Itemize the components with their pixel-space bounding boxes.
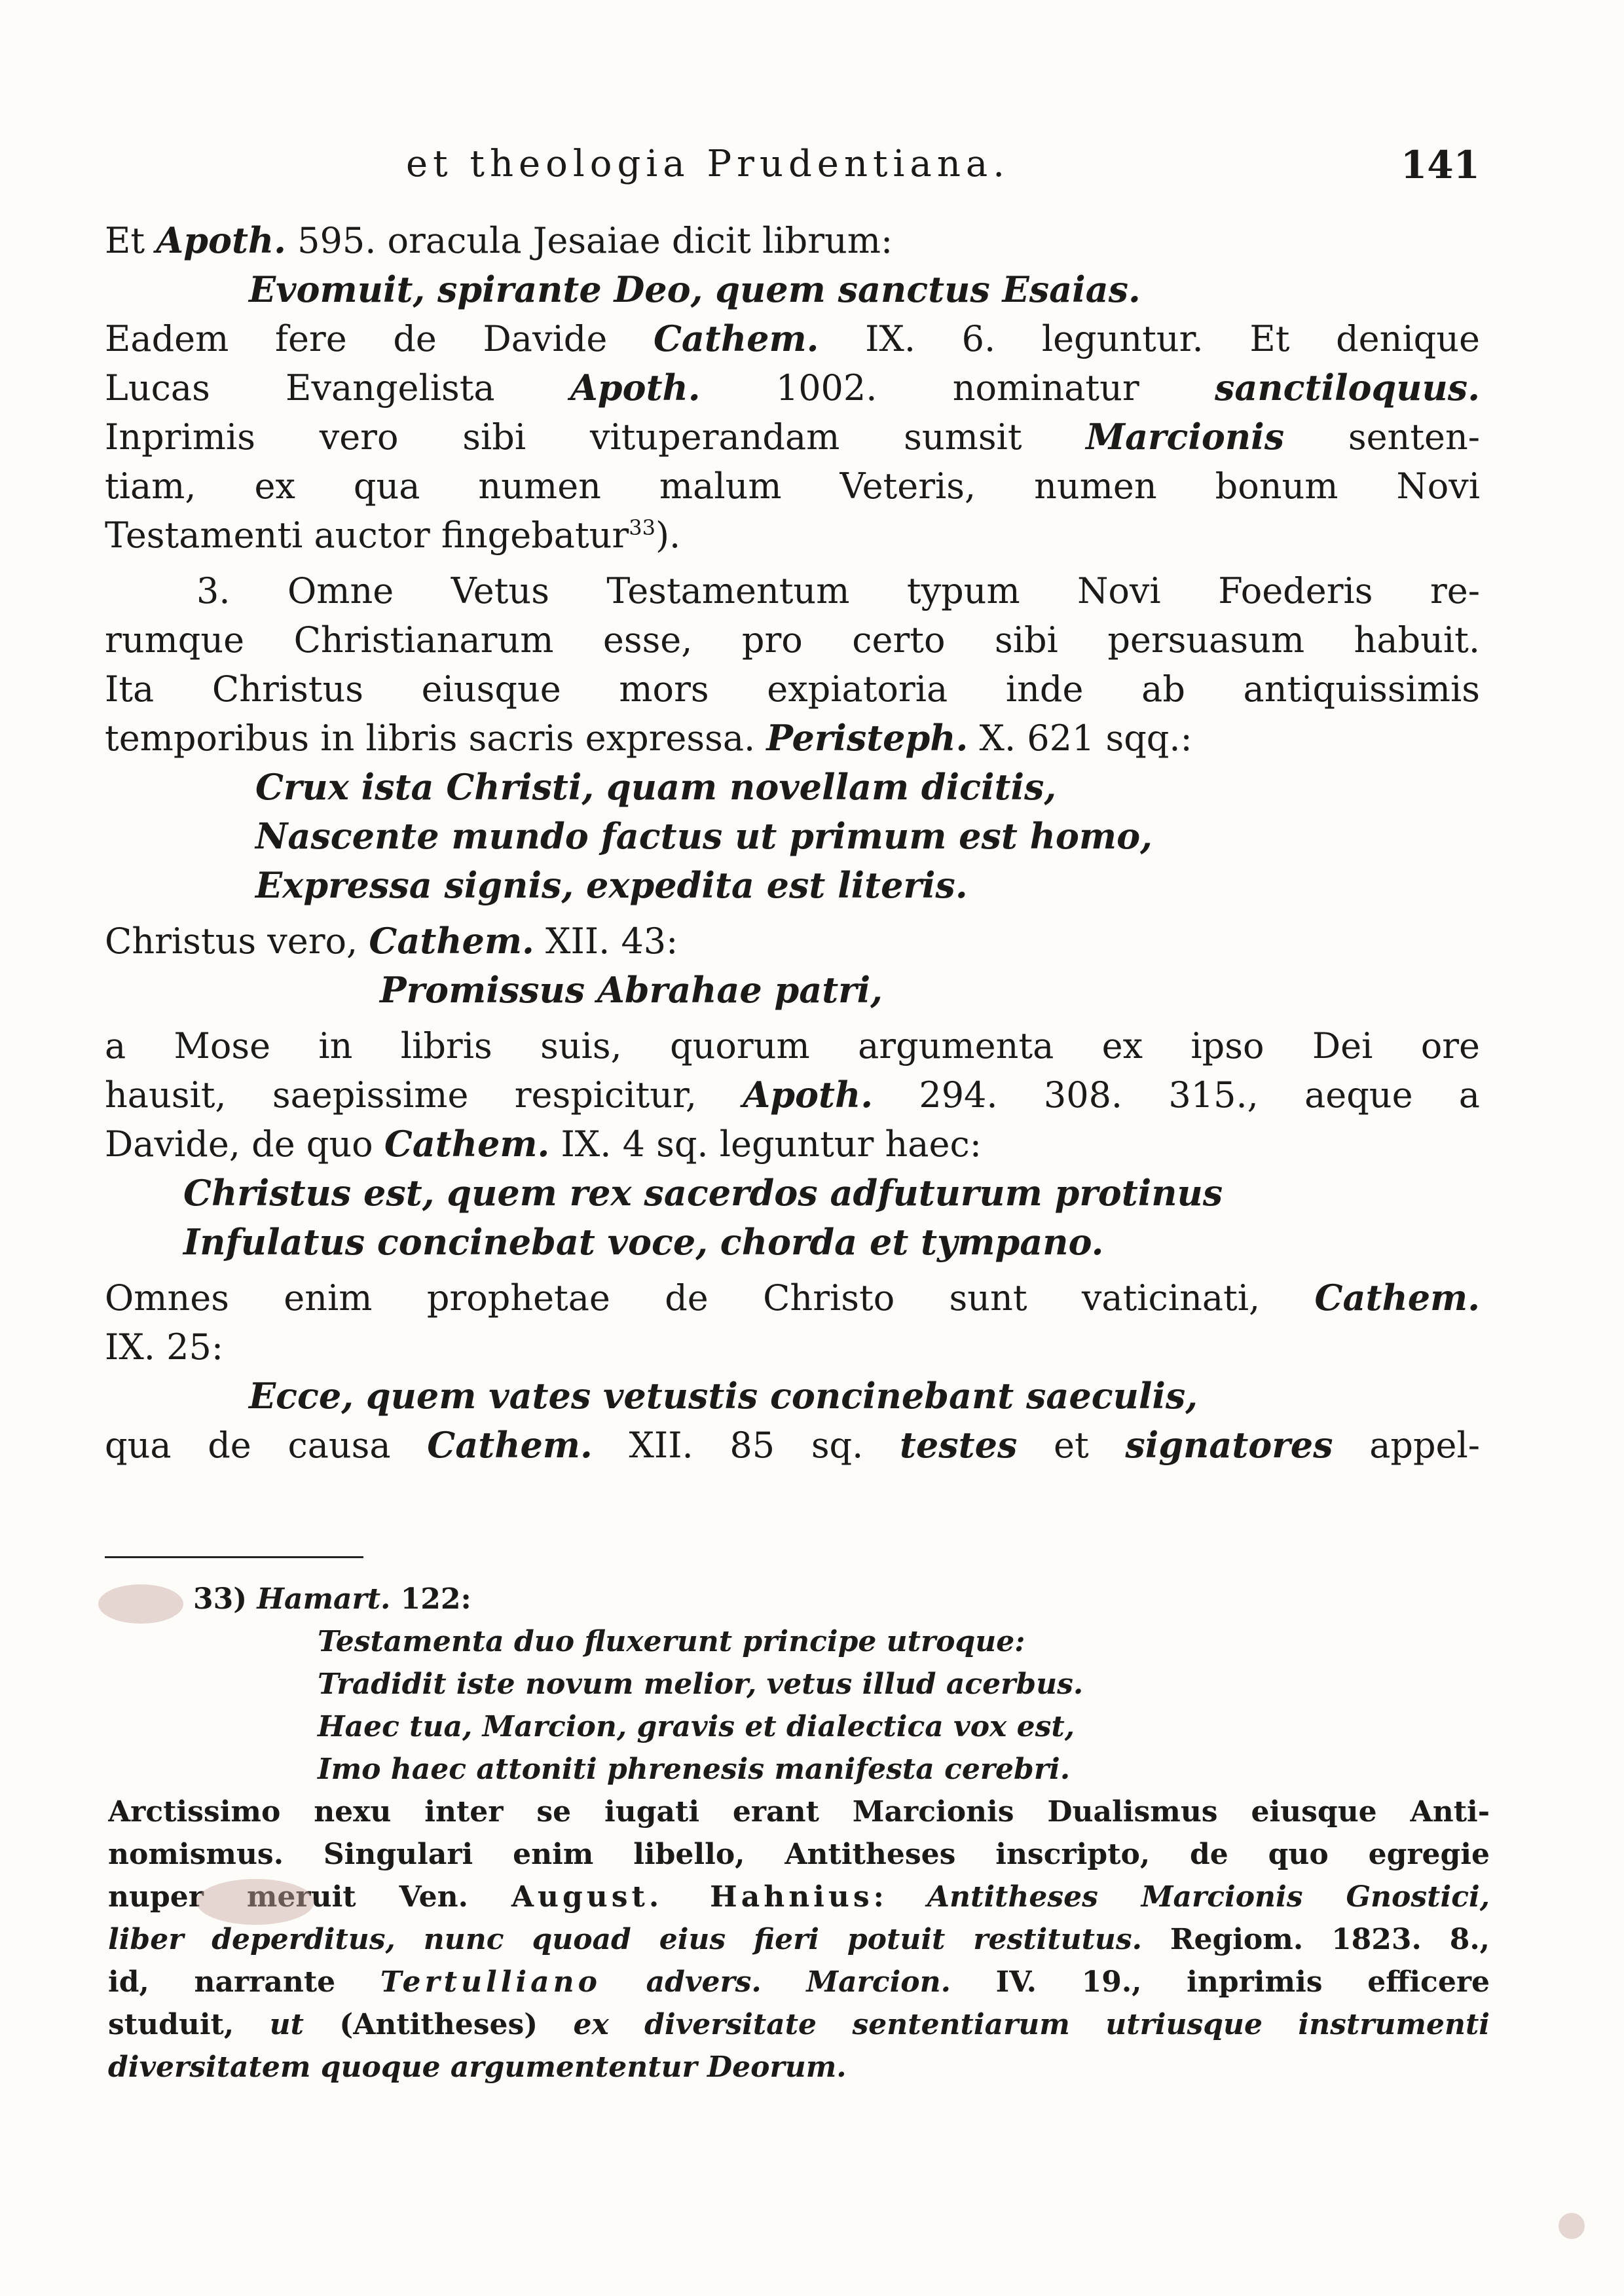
footnote-verse: Testamenta duo fluxerunt principe utroque:	[318, 1625, 1025, 1658]
text-line: temporibus in libris sacris expressa. Peristeph. X. 621 sqq.:	[105, 717, 1192, 759]
text-line: qua de causa Cathem. XII. 85 sq. testes et signatores appel-	[105, 1424, 1480, 1466]
text-line: Ita Christus eiusque mors expiatoria inde ab antiquissimis	[105, 668, 1480, 710]
running-title: et theologia Prudentiana.	[406, 143, 1010, 185]
verse-line: Ecce, quem vates vetustis concinebant saeculis,	[249, 1375, 1198, 1417]
paper-stain	[1559, 2213, 1585, 2239]
footnote-line: id, narrante Tertulliano advers. Marcion. IV. 19., inprimis efficere	[108, 1965, 1490, 1999]
footnote-line: nuper meruit Ven. August. Hahnius: Antitheses Marcionis Gnostici,	[108, 1880, 1490, 1914]
text-line: Davide, de quo Cathem. IX. 4 sq. leguntur haec:	[105, 1123, 982, 1165]
footnote-line: studuit, ut (Antitheses) ex diversitate sententiarum utriusque instrumenti	[108, 2008, 1490, 2041]
text-line: hausit, saepissime respicitur, Apoth. 294. 308. 315., aeque a	[105, 1074, 1480, 1116]
footnote-line: Arctissimo nexu inter se iugati erant Marcionis Dualismus eiusque Anti-	[108, 1795, 1490, 1829]
footnote-block	[108, 1578, 1490, 2088]
verse-line: Promissus Abrahae patri,	[380, 969, 883, 1011]
verse-line: Evomuit, spirante Deo, quem sanctus Esaias.	[249, 268, 1141, 310]
paper-stain	[98, 1584, 183, 1624]
text-line: Et Apoth. 595. oracula Jesaiae dicit librum:	[105, 219, 893, 261]
text-line: rumque Christianarum esse, pro certo sibi persuasum habuit.	[105, 619, 1480, 661]
verse-line: Christus est, quem rex sacerdos adfuturum protinus	[183, 1172, 1223, 1214]
page-number: 141	[1400, 143, 1480, 187]
text-line: Testamenti auctor fingebatur$^{33}$).	[105, 515, 681, 556]
verse-line: Expressa signis, expedita est literis.	[255, 864, 968, 906]
footnote-ref: 33	[629, 515, 655, 540]
text-line: Lucas Evangelista Apoth. 1002. nominatur sanctiloquus.	[105, 367, 1480, 409]
text-line: tiam, ex qua numen malum Veteris, numen bonum Novi	[105, 465, 1480, 507]
text-line: IX. 25:	[105, 1326, 224, 1368]
text-line: Inprimis vero sibi vituperandam sumsit Marcionis senten-	[105, 416, 1480, 458]
running-header	[393, 143, 1480, 202]
verse-line: Crux ista Christi, quam novellam dicitis,	[255, 766, 1057, 808]
verse-line: Nascente mundo factus ut primum est homo,	[255, 815, 1153, 857]
verse-line: Infulatus concinebat voce, chorda et tympano.	[183, 1221, 1104, 1263]
footnote-verse: Tradidit iste novum melior, vetus illud acerbus.	[318, 1667, 1084, 1701]
footnote-verse: Haec tua, Marcion, gravis et dialectica vox est,	[318, 1710, 1075, 1743]
text-line: Omnes enim prophetae de Christo sunt vaticinati, Cathem.	[105, 1277, 1480, 1319]
footnote-verse: Imo haec attoniti phrenesis manifesta cerebri.	[318, 1753, 1071, 1786]
text-line: 3. Omne Vetus Testamentum typum Novi Foederis re-	[196, 570, 1480, 611]
text-line: a Mose in libris suis, quorum argumenta ex ipso Dei ore	[105, 1025, 1480, 1066]
footnote-line: 33) Hamart. 122:	[193, 1582, 471, 1616]
text-line: Christus vero, Cathem. XII. 43:	[105, 920, 678, 962]
text-line: Eadem fere de Davide Cathem. IX. 6. leguntur. Et denique	[105, 318, 1480, 359]
footnote-line: diversitatem quoque argumententur Deorum.	[108, 2050, 847, 2084]
paper-stain	[196, 1879, 314, 1925]
footnote-line: liber deperditus, nunc quoad eius fieri potuit restitutus. Regiom. 1823. 8.,	[108, 1923, 1490, 1956]
main-text	[105, 216, 1480, 1470]
footnote-divider	[105, 1556, 363, 1558]
footnote-line: nomismus. Singulari enim libello, Antitheses inscripto, de quo egregie	[108, 1838, 1490, 1871]
